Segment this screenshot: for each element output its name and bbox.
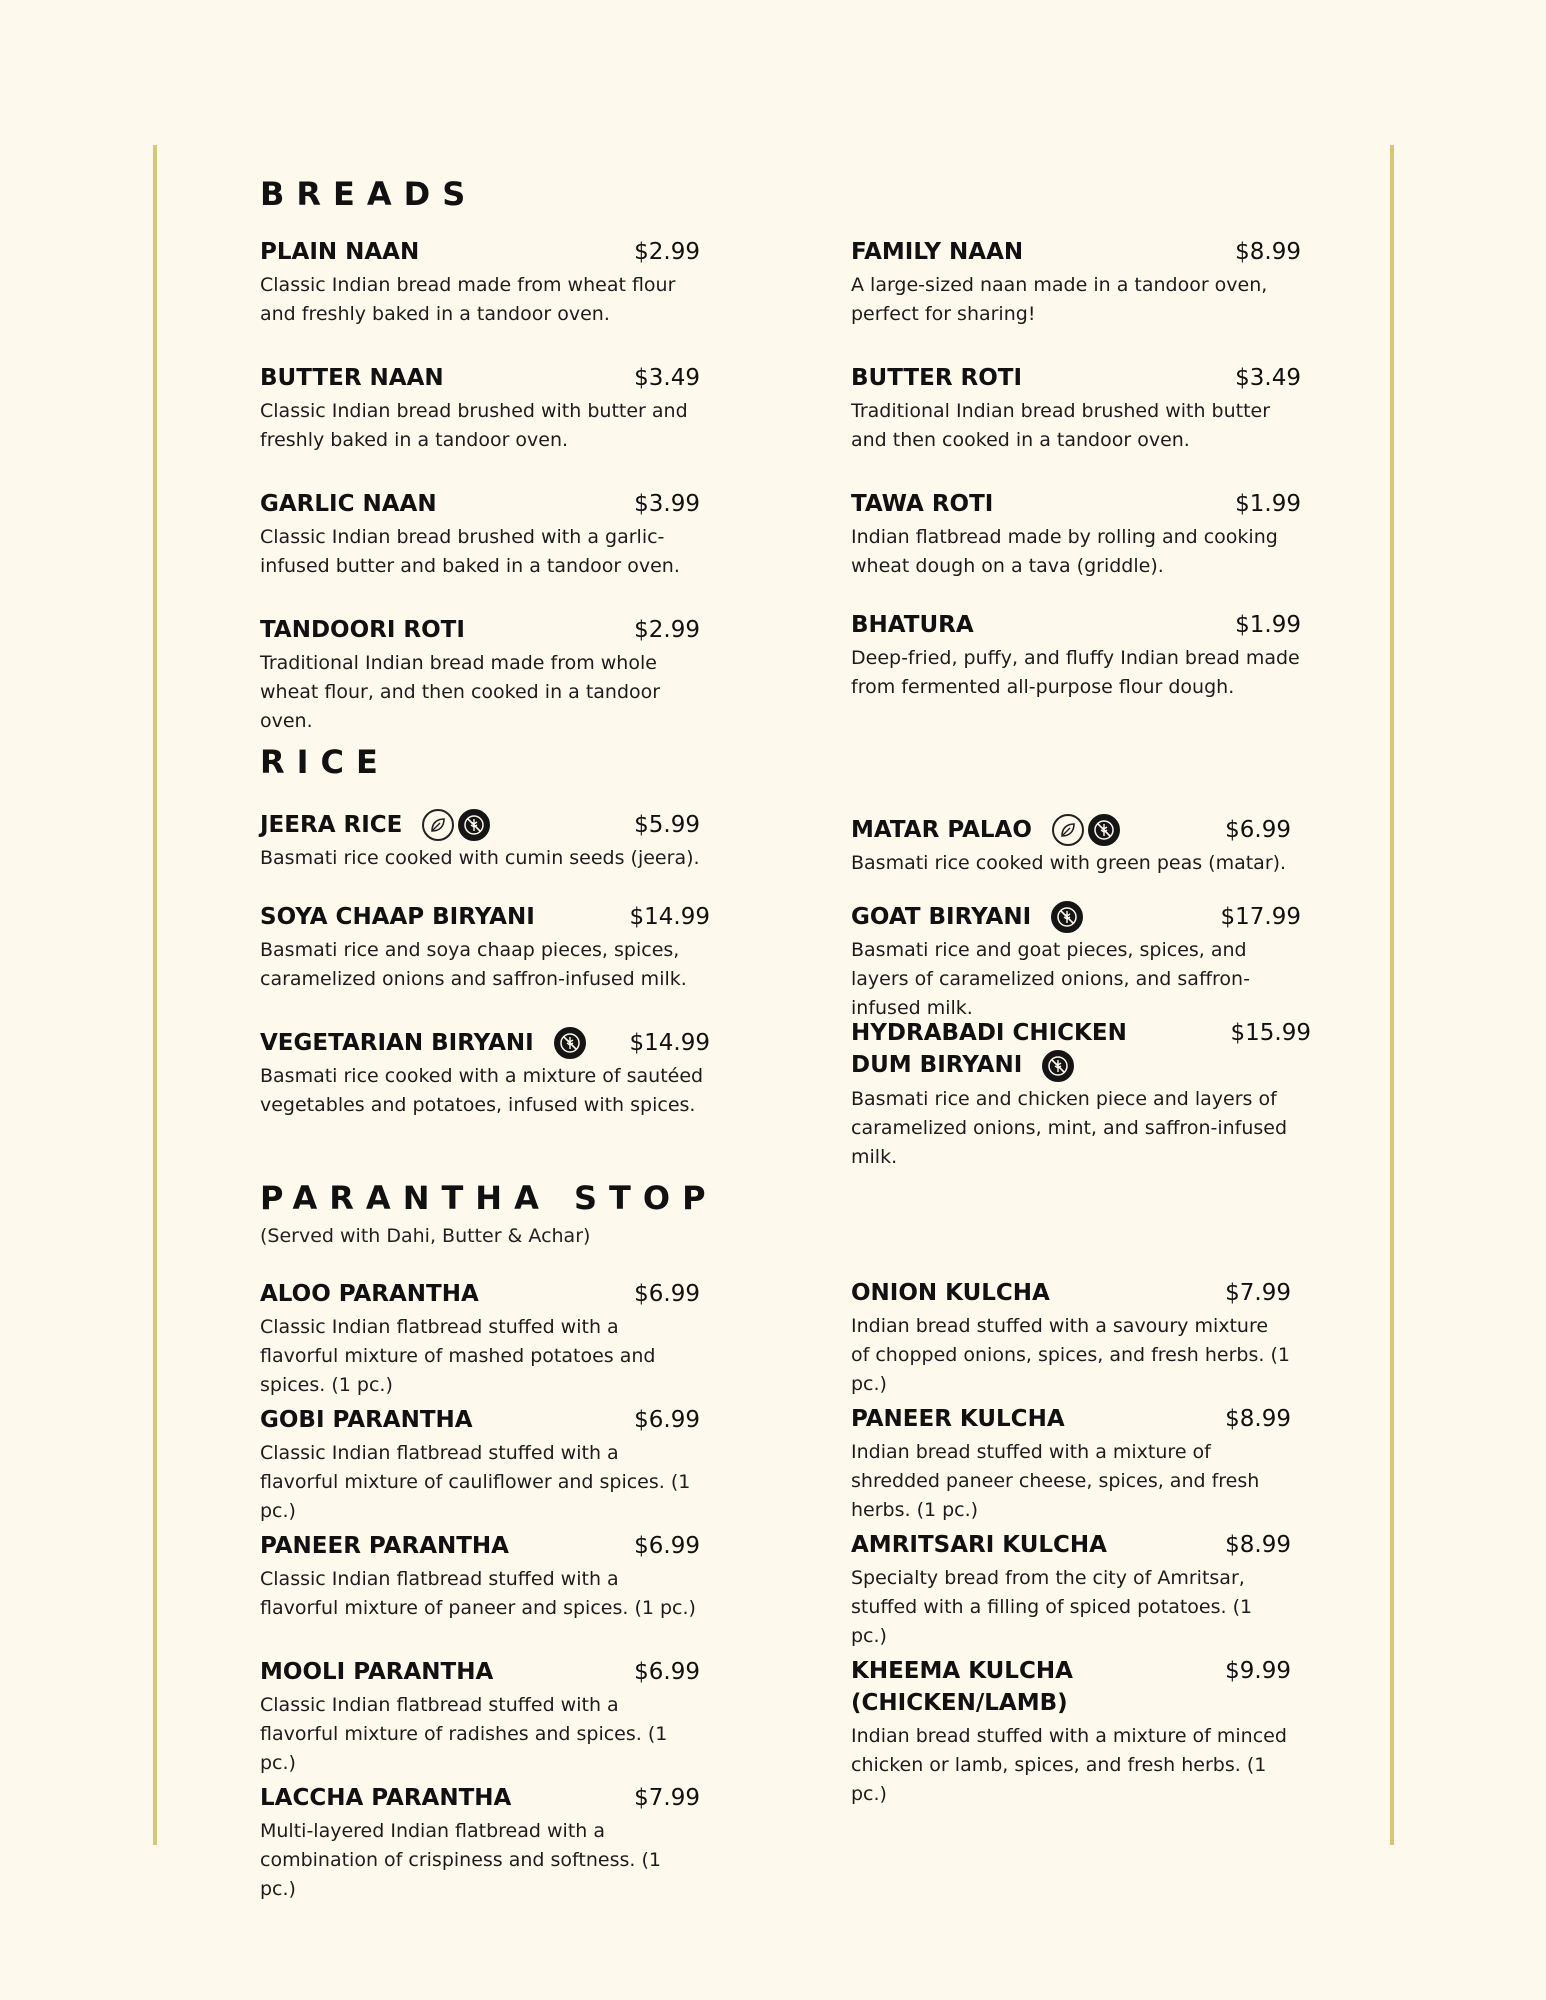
menu-item [851,814,1291,878]
item-name: TANDOORI ROTI [260,617,465,643]
item-price: $1.99 [1235,491,1301,517]
menu-item [260,488,700,581]
item-price: $9.99 [1225,1658,1291,1684]
item-description: Indian flatbread made by rolling and cooking wheat dough on a tava (griddle). [851,526,1278,577]
item-price: $15.99 [1230,1020,1311,1046]
vegan-icon [422,809,454,841]
menu-item [260,1782,700,1904]
menu-item [260,1530,700,1623]
item-name-text: VEGETARIAN BIRYANI [260,1030,534,1056]
gluten-free-icon [1042,1050,1074,1082]
item-description: Classic Indian flatbread stuffed with a flavorful mixture of mashed potatoes and spices. (1 pc.) [260,1316,656,1396]
item-price: $14.99 [629,1030,710,1056]
item-price: $17.99 [1220,904,1301,930]
item-description: Classic Indian flatbread stuffed with a flavorful mixture of cauliflower and spices. (1 pc.) [260,1442,691,1522]
menu-item [260,1027,710,1120]
section-title-rice: RICE [260,743,390,781]
item-description: Basmati rice cooked with cumin seeds (jeera). [260,847,700,869]
menu-item [260,809,700,873]
item-name [851,1017,1181,1082]
item-description: Indian bread stuffed with a mixture of shredded paneer cheese, spices, and fresh herbs. (1 pc.) [851,1441,1260,1521]
item-price: $2.99 [634,239,700,265]
item-name [260,809,490,841]
dietary-icons [554,1027,586,1059]
gluten-free-icon [554,1027,586,1059]
item-price: $5.99 [634,812,700,838]
gluten-free-icon [458,809,490,841]
dietary-icons [422,809,490,841]
item-name: PANEER KULCHA [851,1406,1065,1432]
item-price: $8.99 [1225,1532,1291,1558]
item-description: Basmati rice cooked with a mixture of sautéed vegetables and potatoes, infused with spices. [260,1065,704,1116]
item-description: Classic Indian bread brushed with a garlic-infused butter and baked in a tandoor oven. [260,526,680,577]
menu-item [851,236,1301,329]
menu-item [851,362,1301,455]
item-name: TAWA ROTI [851,491,994,517]
item-price: $6.99 [634,1407,700,1433]
gluten-free-icon [1088,814,1120,846]
item-name: SOYA CHAAP BIRYANI [260,904,535,930]
section-title-breads: BREADS [260,175,478,213]
item-description: Basmati rice and goat pieces, spices, and layers of caramelized onions, and saffron-infused milk. [851,939,1250,1019]
menu-item [851,901,1301,1023]
item-name: KHEEMA KULCHA (CHICKEN/LAMB) [851,1658,1073,1716]
item-price: $8.99 [1225,1406,1291,1432]
section-note: (Served with Dahi, Butter & Achar) [260,1225,591,1247]
vegan-icon [1052,814,1084,846]
menu-item [851,609,1301,702]
menu-item [851,1017,1311,1172]
item-price: $3.49 [1235,365,1301,391]
right-border-line [1390,145,1394,1845]
menu-item [851,488,1301,581]
item-name: PLAIN NAAN [260,239,420,265]
menu-item [851,1277,1291,1399]
item-name [851,814,1120,846]
item-description: Classic Indian bread made from wheat flour and freshly baked in a tandoor oven. [260,274,676,325]
menu-item [260,1656,700,1778]
item-description: Classic Indian bread brushed with butter and freshly baked in a tandoor oven. [260,400,688,451]
item-name-text: JEERA RICE [260,812,403,838]
item-price: $3.99 [634,491,700,517]
item-price: $8.99 [1235,239,1301,265]
item-description: Basmati rice and chicken piece and layers of caramelized onions, mint, and saffron-infused milk. [851,1087,1288,1168]
item-description: Indian bread stuffed with a mixture of minced chicken or lamb, spices, and fresh herbs. (1 pc.) [851,1725,1287,1805]
left-border-line [153,145,157,1845]
menu-item [260,362,700,455]
item-name: BUTTER NAAN [260,365,444,391]
dietary-icons [1051,901,1083,933]
item-name-text: GOAT BIRYANI [851,904,1032,930]
item-name: PANEER PARANTHA [260,1533,509,1559]
item-name: GOBI PARANTHA [260,1407,473,1433]
item-name: BHATURA [851,612,974,638]
item-price: $7.99 [634,1785,700,1811]
dietary-icons [1042,1050,1074,1082]
item-description: Indian bread stuffed with a savoury mixture of chopped onions, spices, and fresh herbs. (1 pc.) [851,1315,1290,1395]
item-name: MOOLI PARANTHA [260,1659,494,1685]
menu-item [260,901,710,994]
item-description: Basmati rice cooked with green peas (matar). [851,852,1287,874]
item-price: $1.99 [1235,612,1301,638]
item-description: Multi-layered Indian flatbread with a combination of crispiness and softness. (1 pc.) [260,1820,661,1900]
item-name-text: MATAR PALAO [851,817,1032,843]
item-price: $6.99 [1225,817,1291,843]
item-price: $6.99 [634,1281,700,1307]
item-name [851,901,1083,933]
item-name [260,1027,586,1059]
item-name: LACCHA PARANTHA [260,1785,512,1811]
item-name: ONION KULCHA [851,1280,1050,1306]
menu-item [851,1403,1291,1525]
item-description: A large-sized naan made in a tandoor oven, perfect for sharing! [851,274,1268,325]
item-price: $2.99 [634,617,700,643]
gluten-free-icon [1051,901,1083,933]
item-name: AMRITSARI KULCHA [851,1532,1107,1558]
item-price: $14.99 [629,904,710,930]
dietary-icons [1052,814,1120,846]
item-price: $6.99 [634,1659,700,1685]
item-name-text: HYDRABADI CHICKEN DUM BIRYANI [851,1020,1127,1078]
item-description: Traditional Indian bread made from whole wheat flour, and then cooked in a tandoor oven. [260,652,661,732]
section-title-parantha: PARANTHA STOP [260,1179,718,1217]
menu-item [260,236,700,329]
item-name: BUTTER ROTI [851,365,1023,391]
menu-item [260,1278,700,1400]
item-name: ALOO PARANTHA [260,1281,479,1307]
item-price: $7.99 [1225,1280,1291,1306]
item-description: Specialty bread from the city of Amritsar, stuffed with a filling of spiced potatoes. (1 pc.) [851,1567,1253,1647]
item-description: Traditional Indian bread brushed with butter and then cooked in a tandoor oven. [851,400,1271,451]
item-price: $6.99 [634,1533,700,1559]
item-name: FAMILY NAAN [851,239,1024,265]
item-price: $3.49 [634,365,700,391]
item-description: Deep-fried, puffy, and fluffy Indian bread made from fermented all-purpose flour dough. [851,647,1300,698]
item-description: Basmati rice and soya chaap pieces, spices, caramelized onions and saffron-infused milk. [260,939,687,990]
item-name: GARLIC NAAN [260,491,437,517]
menu-item [851,1529,1291,1651]
item-description: Classic Indian flatbread stuffed with a flavorful mixture of paneer and spices. (1 pc.) [260,1568,696,1619]
menu-item [851,1655,1291,1809]
menu-item [260,614,700,736]
menu-item [260,1404,700,1526]
item-description: Classic Indian flatbread stuffed with a flavorful mixture of radishes and spices. (1 pc.) [260,1694,668,1774]
